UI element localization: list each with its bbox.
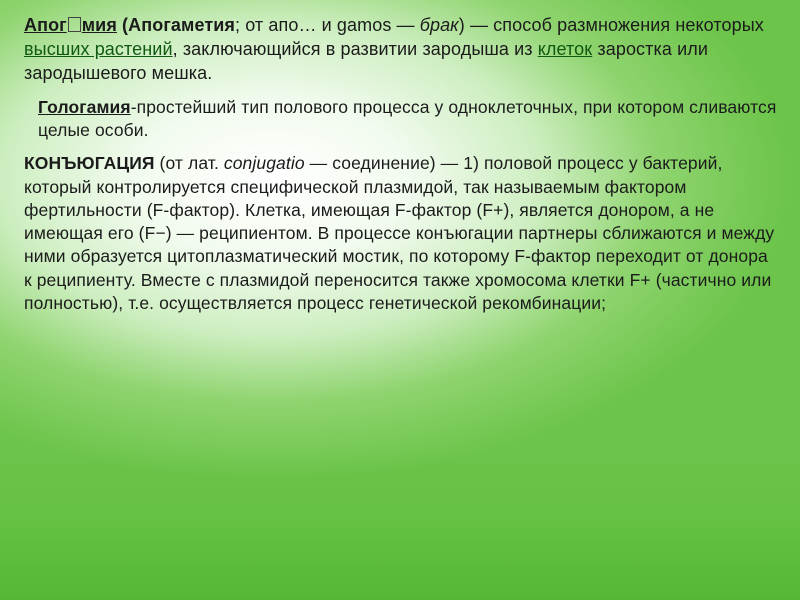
conjugation-lead: (от лат. [154,153,224,174]
apogamy-etymology: ; от апо… и gamos — [235,15,420,35]
conjugation-body: — соединение) — 1) половой процесс у бактерий, который контролируется специфической плазмидой, так называемым фактором фертильности (F-фактор). Клетка, имеющая F-фактор (F+), является донором, а не имеющая его (F−) — реципиентом. В процессе конъюгации партнеры сближаются и между ними образуется цитоплазматический мостик, по которому F-фактор переходит от донора к реципиенту. Вместе с плазмидой переносится также хромосома клетки F+ (частично или полностью), т.е. осуществляется процесс генетической рекомбинации; [24,153,775,313]
term-hologamy: Гологамия [38,96,131,117]
paragraph-hologamy [24,96,778,143]
paragraph-apogamy [24,14,778,86]
link-cells[interactable]: клеток [537,38,593,59]
hologamy-text: -простейший тип полового процесса у одноклеточных, при котором сливаются целые особи. [38,96,777,141]
paragraph-conjugation [24,152,778,315]
term-apogamy-tail: мия [81,15,117,35]
apogamy-tail: заростка или зародышевого мешка. [24,38,708,83]
link-higher-plants[interactable]: высших растений [24,38,173,59]
apogamy-middle: , заключающийся в развитии зародыша из [172,38,538,59]
apogamy-gloss: брак [419,15,459,35]
apogamy-open-paren: ( [116,15,129,35]
apogamy-close-paren: ) — способ размножения некоторых [458,15,764,35]
term-conjugation: КОНЪЮГАЦИЯ [24,153,155,174]
missing-glyph-box [68,17,81,32]
term-apogamy: Апог [24,15,67,35]
term-apogametia: Апогаметия [128,15,236,35]
conjugation-latin: conjugatio [223,153,305,174]
